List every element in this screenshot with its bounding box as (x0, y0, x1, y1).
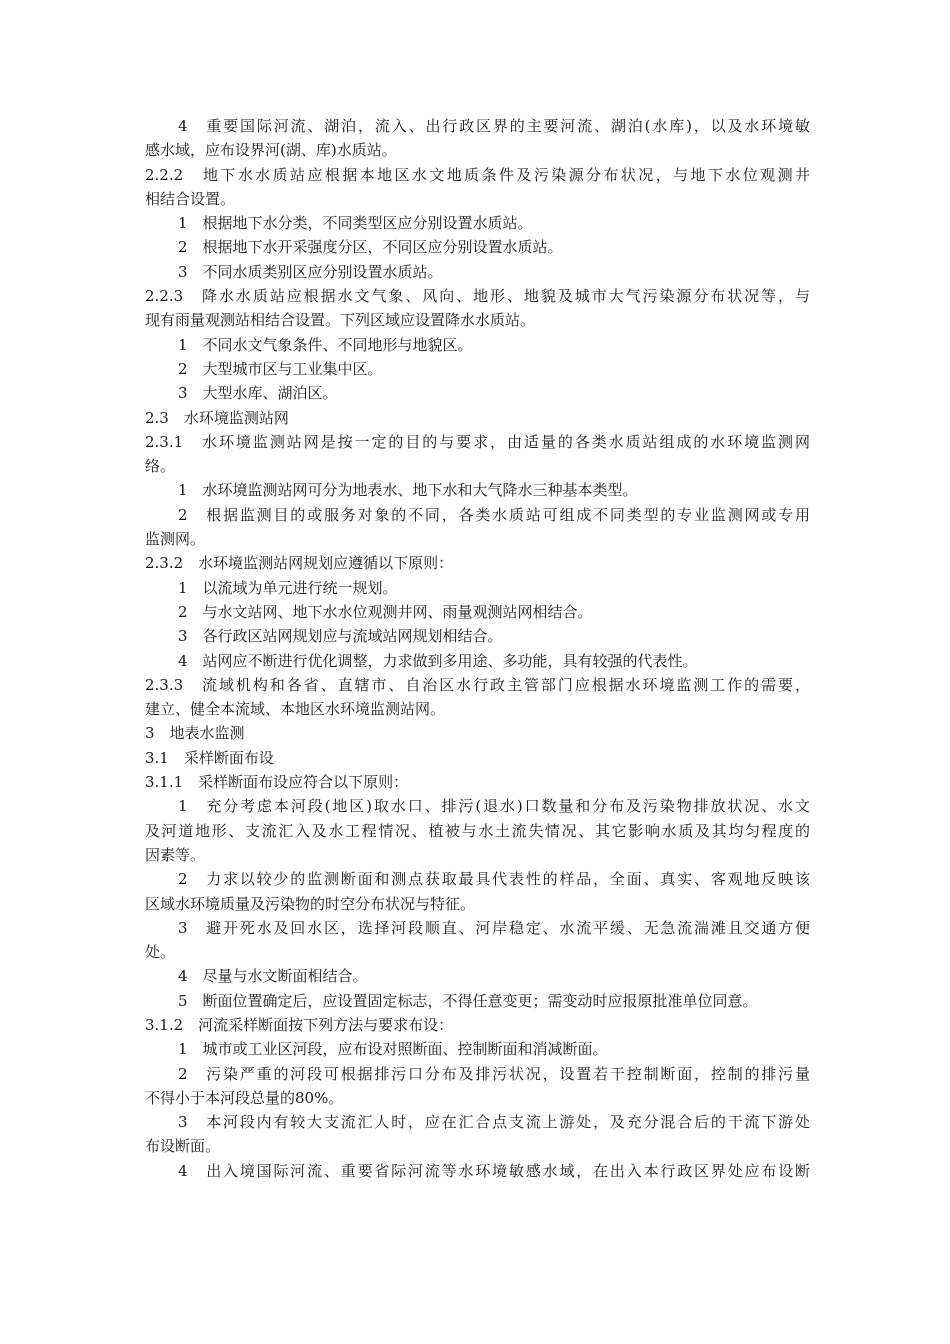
text-line: 2.2.2 地下水水质站应根据本地区水文地质条件及污染源分布状况，与地下水位观测井 (145, 165, 810, 184)
text-line: 3 各行政区站网规划应与流域站网规划相结合。 (178, 627, 503, 646)
text-line: 4 尽量与水文断面相结合。 (178, 967, 368, 986)
text-line: 感水域，应布设界河(湖、库)水质站。 (145, 141, 397, 160)
text-line: 不得小于本河段总量的80%。 (145, 1088, 344, 1107)
text-line: 布设断面。 (145, 1137, 221, 1156)
text-line: 相结合设置。 (145, 189, 236, 208)
text-line: 4 站网应不断进行优化调整，力求做到多用途、多功能，具有较强的代表性。 (178, 651, 698, 670)
text-line: 现有雨量观测站相结合设置。下列区域应设置降水水质站。 (145, 311, 536, 330)
text-line: 2.2.3 降水水质站应根据水文气象、风向、地形、地貌及城市大气污染源分布状况等，与 (145, 287, 810, 306)
text-line: 络。 (145, 457, 176, 476)
document-body (145, 114, 810, 1183)
text-line: 3 避开死水及回水区，选择河段顺直、河岸稳定、水流平缓、无急流湍滩且交通方便 (178, 918, 810, 937)
text-line: 1 不同水文气象条件、不同地形与地貌区。 (178, 335, 473, 354)
text-line: 2 力求以较少的监测断面和测点获取最具代表性的样品，全面、真实、客观地反映该 (178, 870, 810, 889)
text-line: 2 大型城市区与工业集中区。 (178, 359, 383, 378)
text-line: 1 城市或工业区河段，应布设对照断面、控制断面和消减断面。 (178, 1040, 608, 1059)
text-line: 2.3.1 水环境监测站网是按一定的目的与要求，由适量的各类水质站组成的水环境监测网 (145, 432, 810, 451)
text-line: 4 出入境国际河流、重要省际河流等水环境敏感水域，在出入本行政区界处应布设断 (178, 1161, 810, 1180)
text-line: 4 重要国际河流、湖泊，流入、出行政区界的主要河流、湖泊(水库)，以及水环境敏 (178, 117, 810, 135)
text-line: 及河道地形、支流汇入及水工程情况、植被与水土流失情况、其它影响水质及其均匀程度的 (145, 821, 810, 840)
text-line: 监测网。 (145, 530, 206, 549)
text-line: 因素等。 (145, 845, 206, 864)
text-line: 1 水环境监测站网可分为地表水、地下水和大气降水三种基本类型。 (178, 481, 638, 500)
text-line: 5 断面位置确定后，应设置固定标志，不得任意变更；需变动时应报原批准单位同意。 (178, 991, 758, 1010)
text-line: 建立、健全本流域、本地区水环境监测站网。 (145, 700, 446, 719)
text-line: 3 不同水质类别区应分别设置水质站。 (178, 262, 443, 281)
section-heading: 3.1 采样断面布设 (145, 748, 274, 767)
text-line: 2.3.3 流域机构和各省、直辖市、自治区水行政主管部门应根据水环境监测工作的需要， (145, 675, 810, 694)
text-line: 处。 (145, 943, 176, 962)
text-line: 1 以流域为单元进行统一规划。 (178, 578, 398, 597)
text-line: 2 根据监测目的或服务对象的不同，各类水质站可组成不同类型的专业监测网或专用 (178, 505, 810, 524)
text-line: 3 大型水库、湖泊区。 (178, 384, 338, 403)
text-line: 1 根据地下水分类，不同类型区应分别设置水质站。 (178, 214, 533, 233)
text-line: 3 本河段内有较大支流汇人时，应在汇合点支流上游处，及充分混合后的干流下游处 (178, 1113, 810, 1132)
text-line: 2 污染严重的河段可根据排污口分布及排污状况，设置若干控制断面，控制的排污量 (178, 1064, 810, 1083)
text-line: 2 根据地下水开采强度分区，不同区应分别设置水质站。 (178, 238, 563, 257)
text-line: 3.1.1 采样断面布设应符合以下原则： (145, 773, 409, 792)
text-line: 2 与水文站网、地下水水位观测井网、雨量观测站网相结合。 (178, 602, 593, 621)
text-line: 3.1.2 河流采样断面按下列方法与要求布设： (145, 1015, 454, 1034)
text-line: 1 充分考虑本河段(地区)取水口、排污(退水)口数量和分布及污染物排放状况、水文 (178, 797, 810, 816)
section-heading: 2.3 水环境监测站网 (145, 408, 289, 427)
chapter-heading: 3 地表水监测 (145, 724, 245, 743)
text-line: 2.3.2 水环境监测站网规划应遵循以下原则： (145, 554, 454, 573)
text-line: 区域水环境质量及污染物的时空分布状况与特征。 (145, 894, 476, 913)
